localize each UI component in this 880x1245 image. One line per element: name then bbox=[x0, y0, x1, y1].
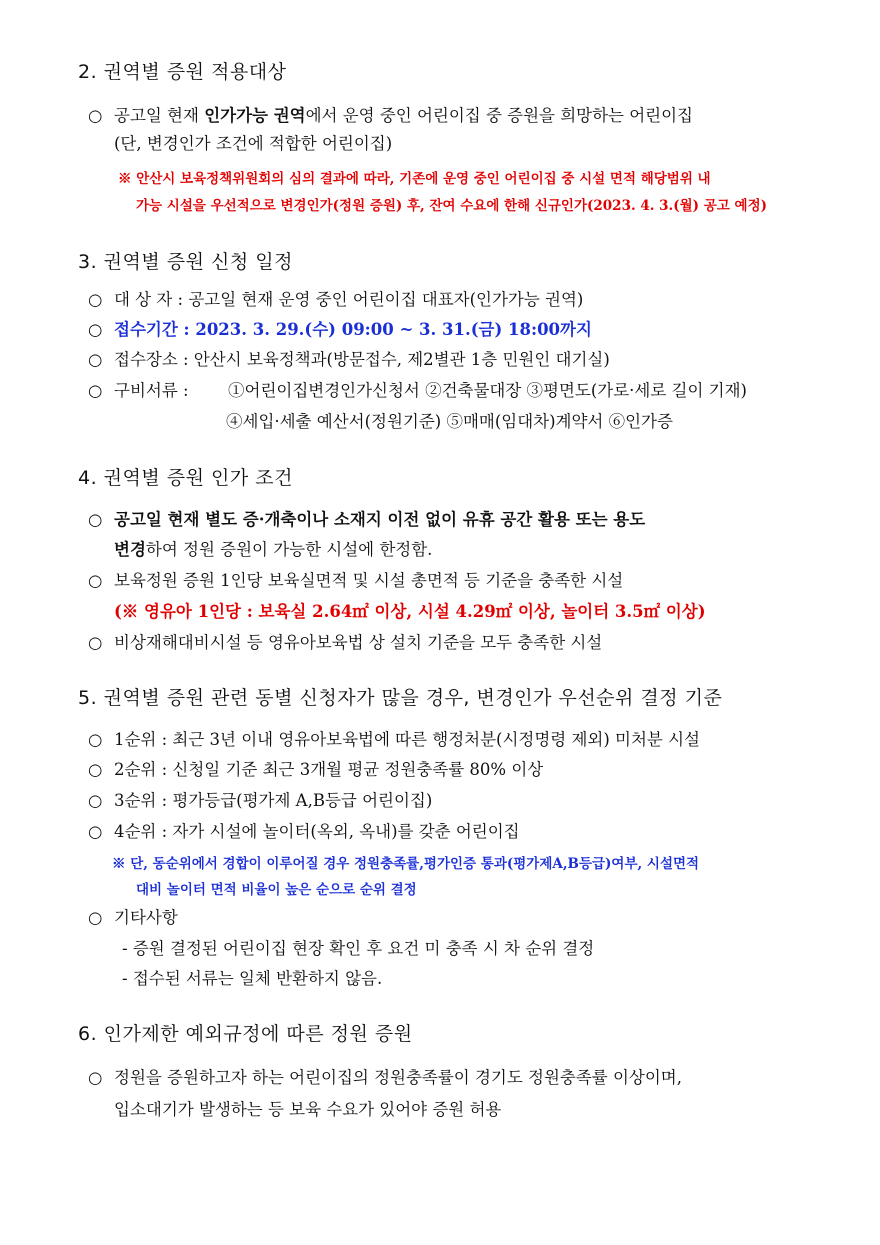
s5-priority-4: ○ 4순위 : 자가 시설에 놀이터(옥외, 옥내)를 갖춘 어린이집 bbox=[88, 822, 520, 841]
s3-docs: ○ 구비서류 : bbox=[88, 381, 189, 400]
s5-etc: ○ 기타사항 bbox=[88, 908, 178, 927]
s4-cond-2: ○ 보육정원 증원 1인당 보육실면적 및 시설 총면적 등 기준을 충족한 시설 bbox=[88, 571, 624, 590]
s3-docs-line-2: ④세입·세출 예산서(정원기준) ⑤매매(임대차)계약서 ⑥인가증 bbox=[226, 412, 673, 431]
section-6-title: 6. 인가제한 예외규정에 따른 정원 증원 bbox=[78, 1023, 413, 1045]
s5-priority-2: ○ 2순위 : 신청일 기준 최근 3개월 평균 정원충족률 80% 이상 bbox=[88, 760, 544, 779]
s2-note-line-1: ※ 안산시 보육정책위원회의 심의 결과에 따라, 기존에 운영 중인 어린이집 중 시설 면적 해당범위 내 bbox=[118, 171, 711, 187]
s2-item-1: ○ 공고일 현재 인가가능 권역에서 운영 중인 어린이집 중 증원을 희망하는 어린이집 bbox=[88, 104, 693, 128]
s4-cond-3: ○ 비상재해대비시설 등 영유아보육법 상 설치 기준을 모두 충족한 시설 bbox=[88, 633, 603, 652]
s5-note-line-2: 대비 놀이터 면적 비율이 높은 순으로 순위 결정 bbox=[136, 882, 417, 898]
s2-item-1-cont: (단, 변경인가 조건에 적합한 어린이집) bbox=[114, 134, 393, 153]
s3-period: ○ 접수기간 : 2023. 3. 29.(수) 09:00 ~ 3. 31.(금) 18:00까지 bbox=[88, 320, 592, 339]
s3-place: ○ 접수장소 : 안산시 보육정책과(방문접수, 제2별관 1층 민원인 대기실) bbox=[88, 350, 610, 369]
s6-item-1: ○ 정원을 증원하고자 하는 어린이집의 정원충족률이 경기도 정원충족률 이상이며, bbox=[88, 1068, 682, 1087]
section-2-title: 2. 권역별 증원 적용대상 bbox=[78, 61, 287, 83]
s5-priority-3: ○ 3순위 : 평가등급(평가제 A,B등급 어린이집) bbox=[88, 791, 433, 810]
s2-note-line-2: 가능 시설을 우선적으로 변경인가(정원 증원) 후, 잔여 수요에 한해 신규인가(2023. 4. 3.(월) 공고 예정) bbox=[136, 198, 768, 214]
s6-item-1-cont: 입소대기가 발생하는 등 보육 수요가 있어야 증원 허용 bbox=[114, 1100, 502, 1119]
s5-priority-1: ○ 1순위 : 최근 3년 이내 영유아보육법에 따른 행정처분(시정명령 제외) 미처분 시설 bbox=[88, 730, 700, 749]
s4-cond-2-note: (※ 영유아 1인당 : 보육실 2.64㎡ 이상, 시설 4.29㎡ 이상, 놀이터 3.5㎡ 이상) bbox=[114, 602, 706, 621]
s3-target: ○ 대 상 자 : 공고일 현재 운영 중인 어린이집 대표자(인가가능 권역) bbox=[88, 290, 584, 309]
section-5-title: 5. 권역별 증원 관련 동별 신청자가 많을 경우, 변경인가 우선순위 결정 기준 bbox=[78, 687, 723, 709]
s5-note-line-1: ※ 단, 동순위에서 경합이 이루어질 경우 정원충족률,평가인증 통과(평가제A,B등급)여부, 시설면적 bbox=[112, 856, 700, 872]
s4-cond-1-cont: 변경하여 정원 증원이 가능한 시설에 한정함. bbox=[114, 540, 433, 559]
s3-docs-line-1: ①어린이집변경인가신청서 ②건축물대장 ③평면도(가로·세로 길이 기재) bbox=[228, 381, 747, 400]
s4-cond-1: ○ 공고일 현재 별도 증·개축이나 소재지 이전 없이 유휴 공간 활용 또는 용도 bbox=[88, 510, 646, 529]
section-4-title: 4. 권역별 증원 인가 조건 bbox=[78, 467, 293, 489]
bullet: ○ bbox=[88, 106, 103, 125]
s5-etc-2: - 접수된 서류는 일체 반환하지 않음. bbox=[122, 969, 383, 988]
s5-etc-1: - 증원 결정된 어린이집 현장 확인 후 요건 미 충족 시 차 순위 결정 bbox=[122, 939, 595, 958]
section-3-title: 3. 권역별 증원 신청 일정 bbox=[78, 251, 293, 273]
